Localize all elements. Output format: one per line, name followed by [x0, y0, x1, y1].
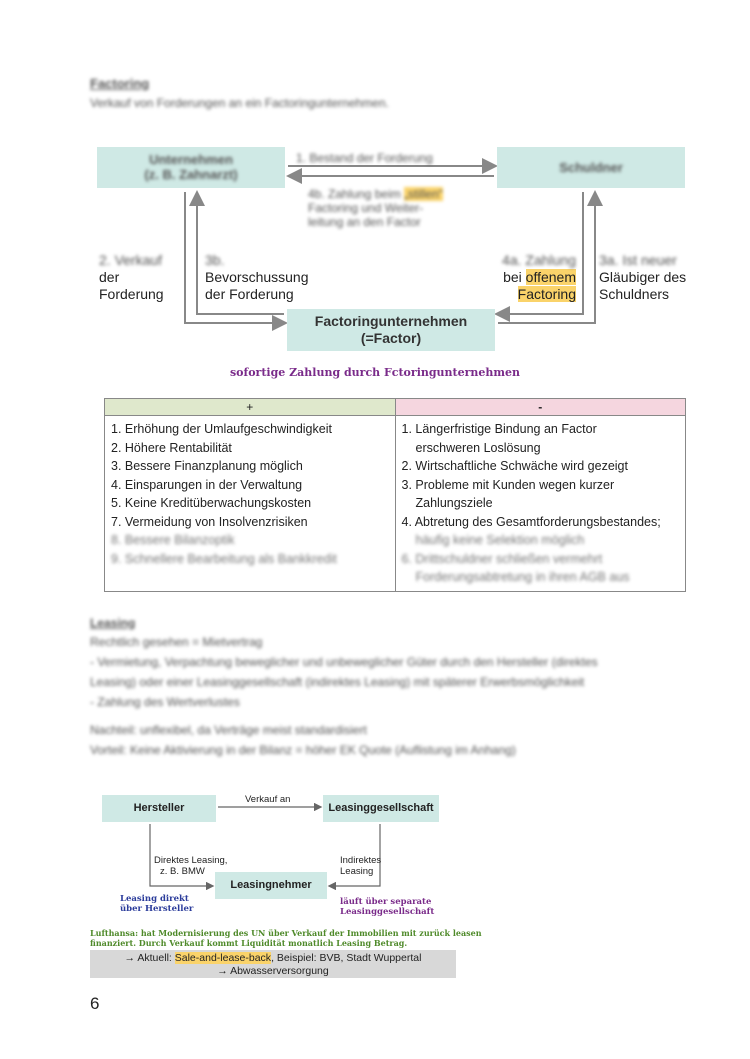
indirektes-line2: Leasing [340, 866, 374, 877]
minus-cell [395, 416, 686, 592]
factor-sublabel: (=Factor) [360, 330, 422, 346]
step3a-line2: Gläubiger des [599, 269, 687, 285]
page-number: 6 [90, 994, 100, 1013]
step4a-highlight2: Factoring [517, 286, 576, 302]
step3a-line3: Schuldners [599, 286, 670, 302]
unternehmen-example: (z. B. Zahnarzt) [144, 167, 238, 182]
list-item: 4. Einsparungen in der Verwaltung [111, 477, 303, 492]
step2-label [99, 252, 164, 303]
leasing-text-line: Rechtlich gesehen = Mietvertrag [90, 635, 263, 649]
verkauf-an-label: Verkauf an [245, 794, 291, 805]
indirektes-leasing-label [340, 855, 381, 877]
list-item: häufig keine Selektion möglich [415, 533, 585, 547]
aktuell-post: , Beispiel: BVB, Stadt Wuppertal [271, 952, 422, 964]
leasing-text-line: Vorteil: Keine Aktivierung in der Bilanz = höher EK Quote (Auflistung im Anhang) [90, 743, 516, 757]
blue-line1: Leasing direkt [120, 894, 189, 904]
leasing-gesellschaft-note [340, 897, 434, 917]
direktes-leasing-label [154, 855, 227, 877]
step3a-line1: 3a. Ist neuer [599, 252, 677, 268]
list-item: 3. Bessere Finanzplanung möglich [111, 459, 303, 473]
hersteller-box: Hersteller [102, 795, 216, 822]
list-item: 1. Erhöhung der Umlaufgeschwindigkeit [111, 422, 332, 436]
leasing-text-line: Nachteil: unflexibel, da Verträge meist standardisiert [90, 723, 367, 737]
arrow1-label: 1. Bestand der Forderung [296, 151, 433, 165]
schuldner-box [497, 147, 685, 188]
factor-box [287, 309, 495, 351]
list-item: Forderungsabtretung in ihren AGB aus [415, 570, 630, 584]
minus-header: - [395, 399, 686, 416]
leasing-text-line: Leasing) oder einer Leasinggesellschaft (indirektes Leasing) mit späterer Erwerbsmöglichkeit [90, 675, 585, 689]
step4a-highlight1: offenem [525, 269, 576, 285]
sale-and-lease-back-highlight: Sale-and-lease-back [174, 952, 272, 964]
step2-line2: der [99, 269, 120, 285]
step4a-label [498, 252, 576, 303]
indirektes-line1: Indirektes [340, 855, 382, 866]
step3b-label [205, 252, 309, 303]
list-item: 4. Abtretung des Gesamtforderungsbestandes; [401, 514, 661, 529]
list-item: 8. Bessere Bilanzoptik [111, 533, 235, 547]
leasingnehmer-box: Leasingnehmer [215, 872, 327, 899]
list-item: erschweren Loslösung [415, 440, 541, 455]
unternehmen-label: Unternehmen [149, 152, 233, 167]
direktes-line1: Direktes Leasing, [154, 855, 228, 866]
leasing-heading: Leasing [90, 616, 136, 630]
factoring-heading: Factoring [90, 76, 150, 91]
step3b-line1: 3b. [205, 252, 225, 268]
direktes-line2: z. B. BMW [160, 866, 205, 877]
plus-list [111, 420, 389, 568]
lufthansa-line1: Lufthansa: hat Modernisierung des UN über Verkauf der Immobilien mit zurück leasen [90, 928, 482, 938]
list-item: 6. Drittschuldner schließen vermehrt [401, 551, 603, 566]
factoring-pro-con-table [104, 398, 686, 592]
factor-label: Factoringunternehmen [314, 313, 468, 329]
purple-line1: läuft über separate [340, 897, 432, 907]
step3b-line2: Bevorschussung [205, 269, 309, 285]
lufthansa-line2: finanziert. Durch Verkauf kommt Liquidität monatlich Leasing Betrag. [90, 938, 408, 948]
list-item: 3. Probleme mit Kunden wegen kurzer [401, 477, 615, 492]
lufthansa-note [90, 928, 482, 948]
step2-line3: Forderung [99, 286, 164, 302]
unternehmen-box [97, 147, 285, 188]
list-item: 2. Wirtschaftliche Schwäche wird gezeigt [401, 459, 628, 473]
leasinggesellschaft-box: Leasinggesellschaft [323, 795, 439, 822]
arrow4b-label [308, 187, 443, 229]
leasing-text-line: - Zahlung des Wertverlustes [90, 695, 240, 709]
list-item: 9. Schnellere Bearbeitung als Bankkredit [111, 551, 337, 566]
aktuell-pre: → Aktuell: [124, 952, 175, 964]
factoring-description: Verkauf von Forderungen an ein Factoringunternehmen. [90, 96, 389, 110]
factoring-subline: sofortige Zahlung durch Fctoringunternehmen [229, 366, 521, 379]
list-item: 2. Höhere Rentabilität [111, 440, 232, 455]
minus-list [402, 420, 680, 587]
step2-line1: 2. Verkauf [99, 252, 163, 268]
list-item: 5. Keine Kreditüberwachungskosten [111, 496, 312, 510]
step4a-line1: 4a. Zahlung [502, 252, 576, 268]
purple-line2: Leasinggesellschaft [340, 907, 435, 917]
arrow4b-line3: leitung an den Factor [308, 215, 421, 229]
leasing-direkt-note [120, 894, 193, 914]
list-item: 1. Längerfristige Bindung an Factor [401, 422, 597, 436]
list-item: 7. Vermeidung von Insolvenzrisiken [111, 514, 308, 529]
step3a-label [599, 252, 686, 303]
step4a-line2: bei [503, 269, 526, 285]
schuldner-label: Schuldner [559, 160, 623, 175]
list-item: Zahlungsziele [415, 496, 493, 510]
aktuell-bar [90, 950, 456, 978]
step3b-line3: der Forderung [205, 286, 294, 302]
blue-line2: über Hersteller [120, 904, 194, 914]
plus-header: + [105, 399, 396, 416]
leasing-text-line: - Vermietung, Verpachtung beweglicher und unbeweglicher Güter durch den Hersteller (direktes [90, 655, 598, 669]
plus-cell [105, 416, 396, 592]
arrow4b-highlight: „stillen“ [404, 187, 443, 201]
arrow4b-text: 4b. Zahlung beim [308, 187, 405, 201]
aktuell-line2: → Abwasserversorgung [217, 965, 329, 977]
arrow4b-line2: Factoring und Weiter- [308, 201, 424, 215]
